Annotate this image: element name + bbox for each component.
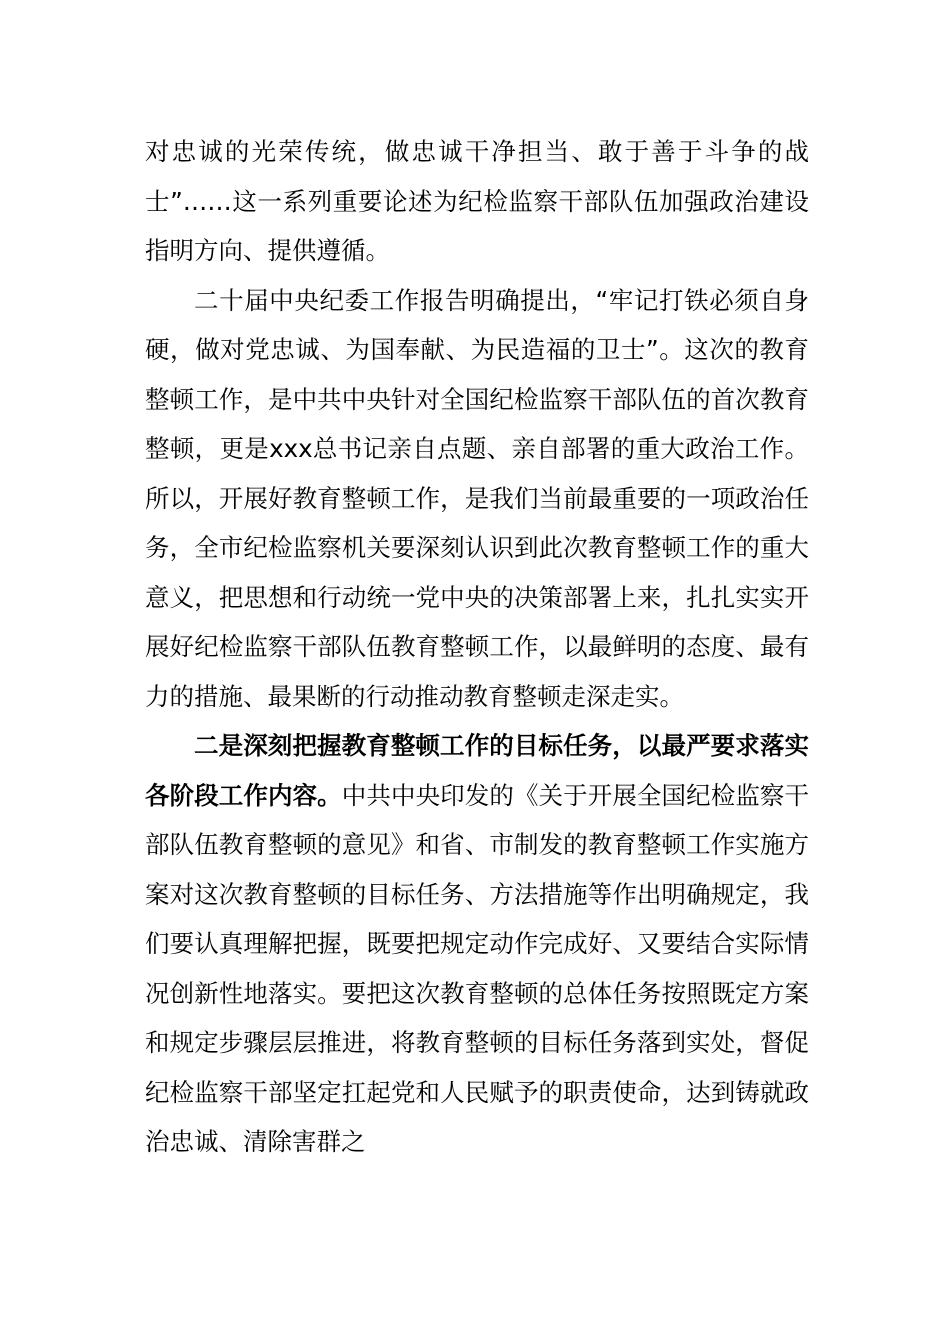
paragraph-1 (145, 127, 809, 276)
paragraph-3-text: 中共中央印发的《关于开展全国纪检监察干部队伍教育整顿的意见》和省、市制发的教育整顿工作实施方案对这次教育整顿的目标任务、方法措施等作出明确规定，我们要认真理解把握，既要把规定动作完成好、又要结合实际情况创新性地落实。要把这次教育整顿的总体任务按照既定方案和规定步骤层层推进，将教育整顿的目标任务落到实处，督促纪检监察干部坚定扛起党和人民赋予的职责使命，达到铸就政治忠诚、清除害群之 (145, 780, 810, 1156)
document-page (145, 127, 809, 1167)
paragraph-1-text: 对忠诚的光荣传统，做忠诚干净担当、敢于善于斗争的战士”……这一系列重要论述为纪检监察干部队伍加强政治建设指明方向、提供遵循。 (145, 137, 809, 265)
paragraph-2 (145, 276, 809, 722)
paragraph-2-text: 二十届中央纪委工作报告明确提出，“牢记打铁必须自身硬，做对党忠诚、为国奉献、为民造福的卫士”。这次的教育整顿工作，是中共中央针对全国纪检监察干部队伍的首次教育整顿，更是xxx总书记亲自点题、亲自部署的重大政治工作。所以，开展好教育整顿工作，是我们当前最重要的一项政治任务，全市纪检监察机关要深刻认识到此次教育整顿工作的重大意义，把思想和行动统一党中央的决策部署上来，扎扎实实开展好纪检监察干部队伍教育整顿工作，以最鲜明的态度、最有力的措施、最果断的行动推动教育整顿走深走实。 (145, 285, 809, 711)
paragraph-3 (145, 721, 809, 1167)
paragraph-3-heading: 二是深刻把握教育整顿工作的目标任务，以最严要求落实各阶段工作内容。 (145, 731, 809, 810)
